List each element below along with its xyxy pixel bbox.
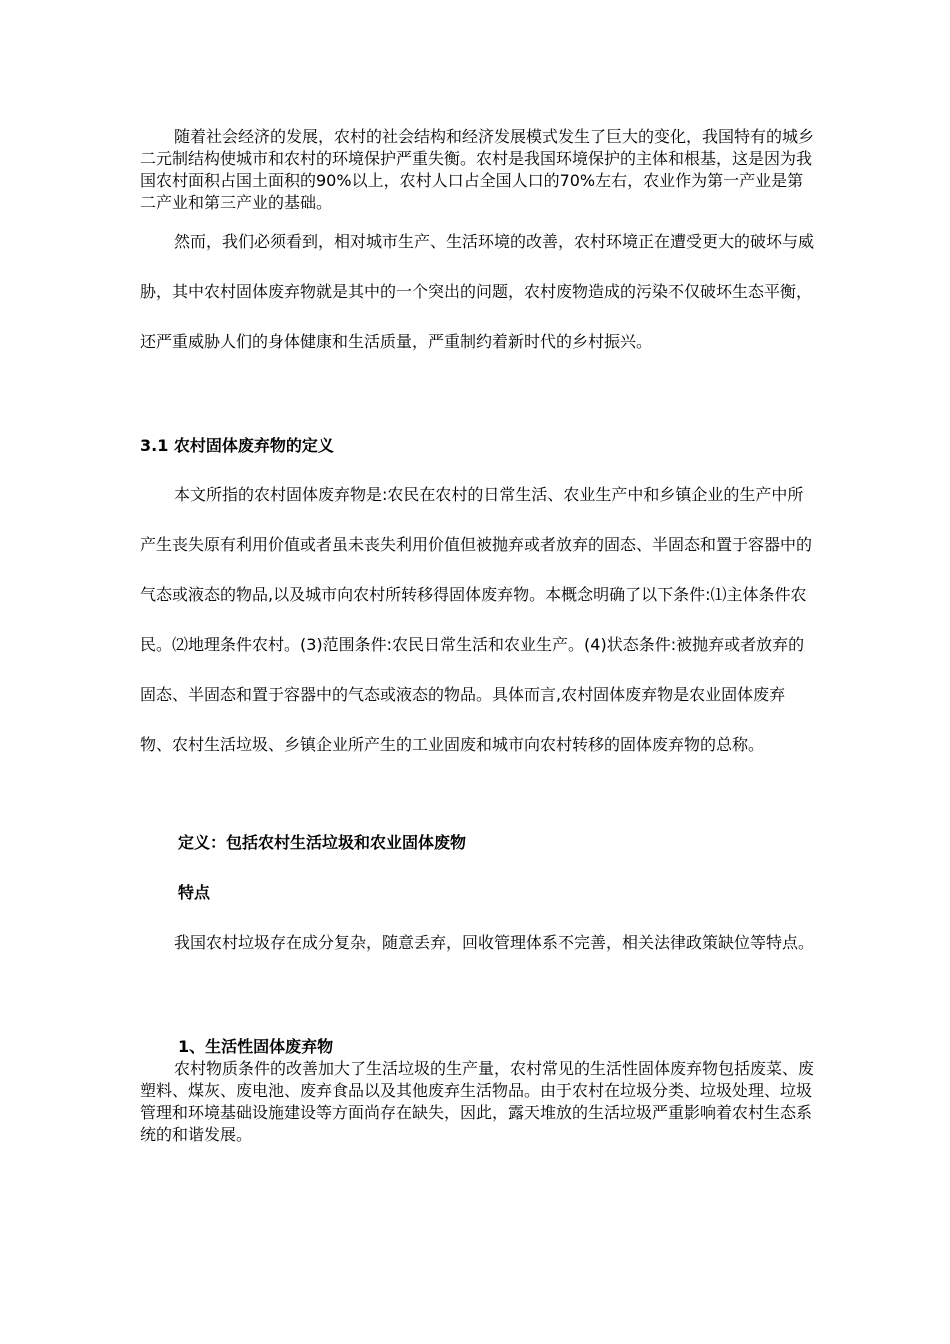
features-label: 特点 [178, 883, 211, 902]
threat-paragraph: 然而，我们必须看到，相对城市生产、生活环境的改善，农村环境正在遭受更大的破坏与威胁，其中农村固体废弃物就是其中的一个突出的问题，农村废物造成的污染不仅破坏生态平衡，还严重威胁人们的身体健康和生活质量，严重制约着新时代的乡村振兴。 [140, 232, 815, 351]
intro-paragraph: 随着社会经济的发展，农村的社会结构和经济发展模式发生了巨大的变化，我国特有的城乡二元制结构使城市和农村的环境保护严重失衡。农村是我国环境保护的主体和根基，这是因为我国农村面积占国土面积的90%以上，农村人口占全国人口的70%左右，农业作为第一产业是第二产业和第三产业的基础。 [140, 127, 815, 212]
definition-paragraph: 本文所指的农村固体废弃物是:农民在农村的日常生活、农业生产中和乡镇企业的生产中所产生丧失原有利用价值或者虽未丧失利用价值但被抛弃或者放弃的固态、半固态和置于容器中的气态或液态的物品,以及城市向农村所转移得固体废弃物。本概念明确了以下条件:⑴主体条件农民。⑵地理条件农村。(3)范围条件:农民日常生活和农业生产。(4)状态条件:被抛弃或者放弃的固态、半固态和置于容器中的气态或液态的物品。具体而言,农村固体废弃物是农业固体废弃物、农村生活垃圾、乡镇企业所产生的工业固废和城市向农村转移的固体废弃物的总称。 [140, 485, 813, 754]
domestic-waste-paragraph: 农村物质条件的改善加大了生活垃圾的生产量，农村常见的生活性固体废弃物包括废菜、废塑料、煤灰、废电池、废弃食品以及其他废弃生活物品。由于农村在垃圾分类、垃圾处理、垃圾管理和环境基础设施建设等方面尚存在缺失，因此，露天堆放的生活垃圾严重影响着农村生态系统的和谐发展。 [140, 1059, 815, 1144]
subheading-domestic-waste: 1、生活性固体废弃物 [178, 1037, 334, 1056]
features-paragraph: 我国农村垃圾存在成分复杂，随意丢弃，回收管理体系不完善，相关法律政策缺位等特点。 [174, 933, 815, 952]
definition-label: 定义：包括农村生活垃圾和农业固体废物 [178, 833, 467, 852]
section-heading: 3.1 农村固体废弃物的定义 [140, 436, 334, 455]
